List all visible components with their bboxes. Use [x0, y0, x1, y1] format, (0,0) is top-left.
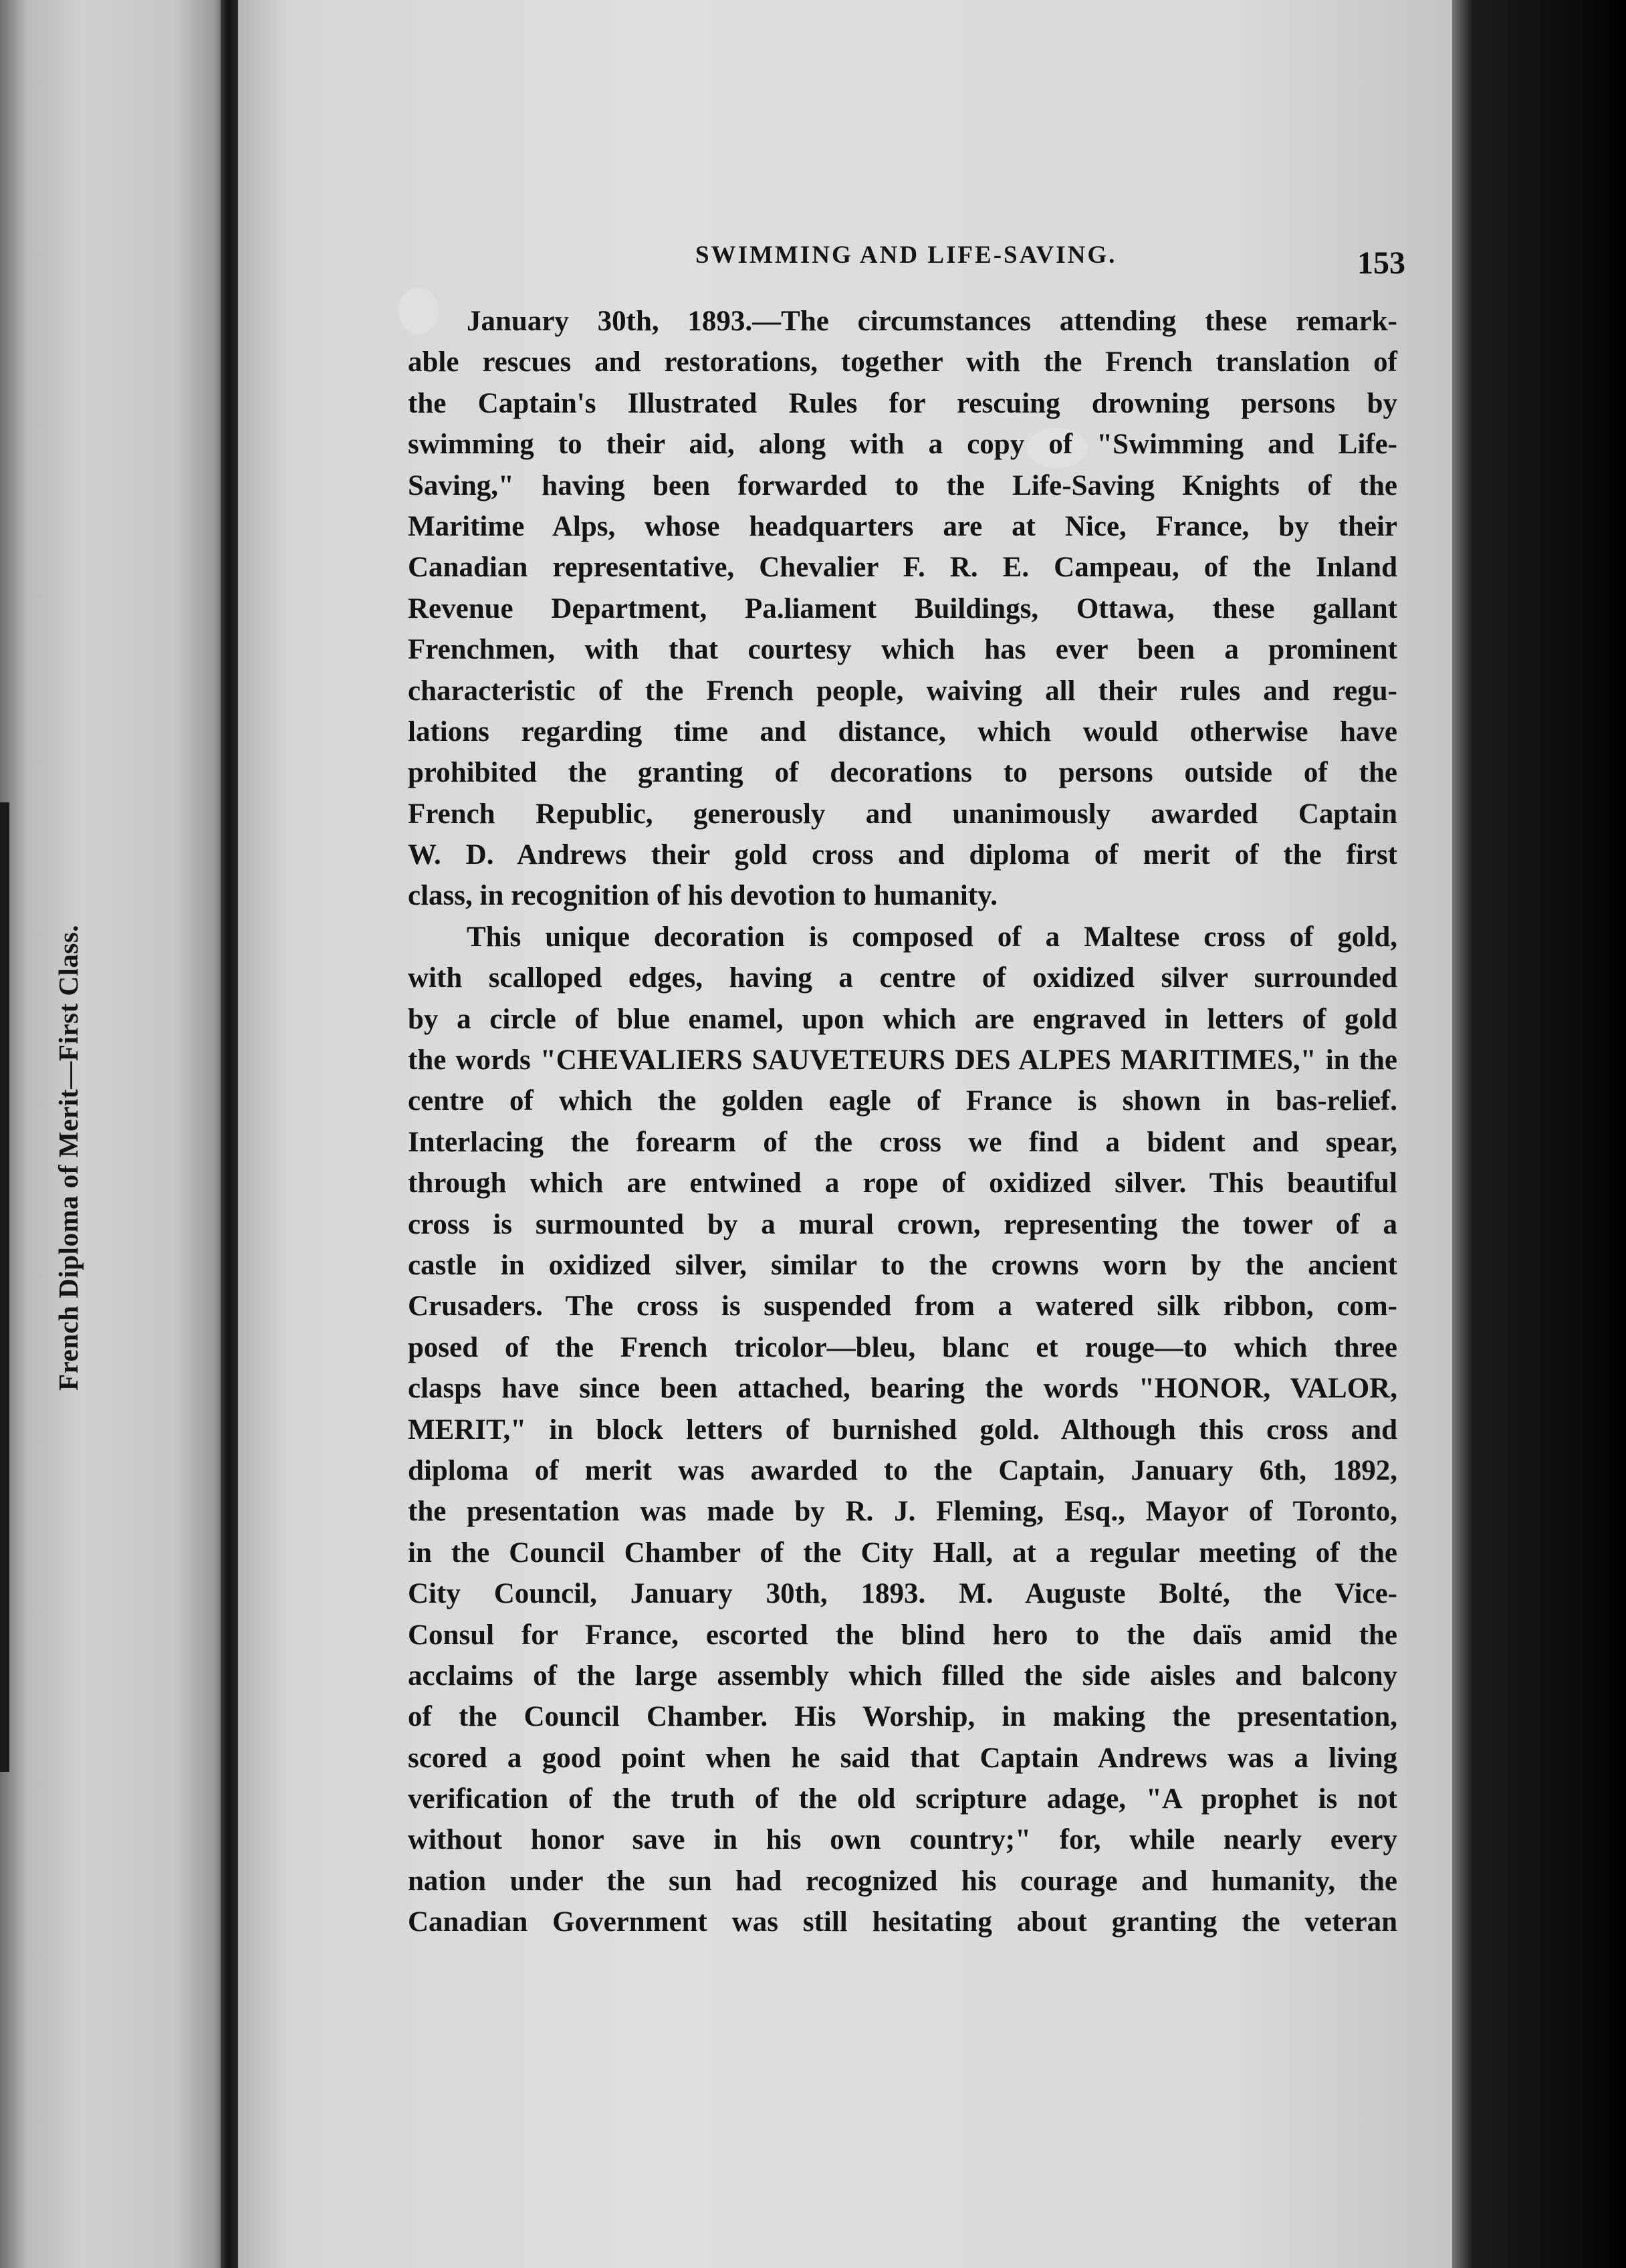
- text-line: able rescues and restorations, together with the French translation of: [408, 346, 1397, 378]
- text-line: the words "CHEVALIERS SAUVETEURS DES ALPES MARITIMES," in the: [408, 1044, 1397, 1076]
- facing-plate-page: [0, 0, 227, 2268]
- text-line: prohibited the granting of decorations to persons outside of the: [408, 757, 1397, 789]
- plate-caption: French Diploma of Merit—First Class.: [53, 924, 84, 1391]
- book-gutter: [221, 0, 239, 2268]
- text-line: nation under the sun had recognized his courage and humanity, the: [408, 1865, 1397, 1897]
- text-line: acclaims of the large assembly which filled the side aisles and balcony: [408, 1660, 1397, 1692]
- text-line: Revenue Department, Pa.liament Buildings, Ottawa, these gallant: [408, 592, 1397, 625]
- text-line: by a circle of blue enamel, upon which are engraved in letters of gold: [408, 1003, 1397, 1035]
- text-line: Frenchmen, with that courtesy which has ever been a prominent: [408, 634, 1397, 666]
- text-line: diploma of merit was awarded to the Captain, January 6th, 1892,: [408, 1454, 1397, 1486]
- text-line: of the Council Chamber. His Worship, in making the presentation,: [408, 1701, 1397, 1733]
- text-line: through which are entwined a rope of oxidized silver. This beautiful: [408, 1167, 1397, 1200]
- text-line: class, in recognition of his devotion to humanity.: [408, 880, 998, 912]
- text-line: without honor save in his own country;" for, while nearly every: [408, 1824, 1397, 1856]
- text-line: Crusaders. The cross is suspended from a watered silk ribbon, com-: [408, 1290, 1397, 1323]
- text-line: the presentation was made by R. J. Fleming, Esq., Mayor of Toronto,: [408, 1496, 1397, 1528]
- text-line: This unique decoration is composed of a Maltese cross of gold,: [467, 921, 1397, 953]
- running-head: SWIMMING AND LIFE-SAVING.: [695, 241, 1117, 269]
- scan-background: [1452, 0, 1626, 2268]
- text-line: Canadian representative, Chevalier F. R. E. Campeau, of the Inland: [408, 552, 1397, 584]
- text-line: January 30th, 1893.—The circumstances attending these remark-: [467, 306, 1397, 337]
- text-line: verification of the truth of the old scripture adage, "A prophet is not: [408, 1783, 1397, 1815]
- text-line: the Captain's Illustrated Rules for rescuing drowning persons by: [408, 387, 1397, 419]
- text-line: with scalloped edges, having a centre of oxidized silver surrounded: [408, 962, 1397, 994]
- page-number: 153: [1357, 245, 1405, 281]
- plate-border: [0, 802, 9, 1772]
- text-line: characteristic of the French people, waiving all their rules and regu-: [408, 675, 1397, 707]
- text-line: castle in oxidized silver, similar to the crowns worn by the ancient: [408, 1249, 1397, 1281]
- text-line: Maritime Alps, whose headquarters are at Nice, France, by their: [408, 510, 1397, 542]
- text-line: Canadian Government was still hesitating about granting the veteran: [408, 1906, 1397, 1938]
- text-line: cross is surmounted by a mural crown, representing the tower of a: [408, 1208, 1397, 1240]
- text-line: Saving," having been forwarded to the Life-Saving Knights of the: [408, 469, 1397, 501]
- text-line: Interlacing the forearm of the cross we find a bident and spear,: [408, 1126, 1397, 1158]
- text-line: MERIT," in block letters of burnished gold. Although this cross and: [408, 1413, 1397, 1446]
- text-line: City Council, January 30th, 1893. M. Auguste Bolté, the Vice-: [408, 1578, 1397, 1610]
- text-line: French Republic, generously and unanimously awarded Captain: [408, 798, 1397, 830]
- text-line: centre of which the golden eagle of France is shown in bas-relief.: [408, 1085, 1397, 1117]
- text-line: swimming to their aid, along with a copy of "Swimming and Life-: [408, 429, 1397, 461]
- text-line: clasps have since been attached, bearing the words "HONOR, VALOR,: [408, 1373, 1397, 1405]
- body-text: [408, 301, 1397, 1943]
- text-line: scored a good point when he said that Captain Andrews was a living: [408, 1742, 1397, 1774]
- text-line: posed of the French tricolor—bleu, blanc et rouge—to which three: [408, 1331, 1397, 1363]
- text-line: W. D. Andrews their gold cross and diploma of merit of the first: [408, 839, 1397, 871]
- text-line: lations regarding time and distance, which would otherwise have: [408, 715, 1397, 748]
- text-line: in the Council Chamber of the City Hall, at a regular meeting of the: [408, 1537, 1397, 1569]
- text-line: Consul for France, escorted the blind hero to the daïs amid the: [408, 1619, 1397, 1651]
